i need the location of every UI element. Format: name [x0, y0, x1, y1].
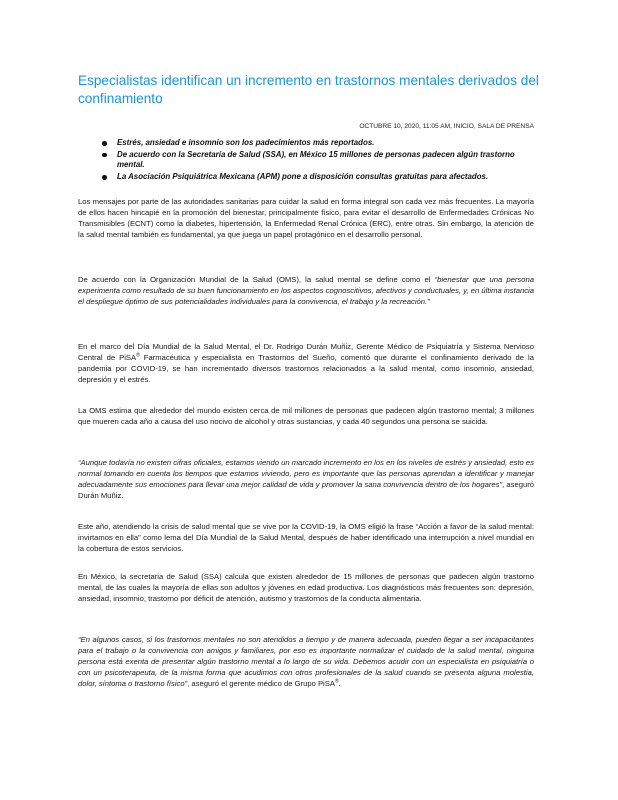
highlight-item: [78, 138, 534, 149]
paragraph-text: En el marco del Día Mundial de la Salud Mental, el Dr. Rodrigo Durán Muñiz, Gerente Médico de Psiquiatría y Sistema Nervioso Central de PiSA: [78, 342, 534, 363]
quote-text: “bienestar que una persona experimenta como resultado de su buen funcionamiento en los aspectos cognoscitivos, afectivos y conductuales, y, en última instancia el despliegue óptimo de sus potencialidades individuales para la convivencia, el trabajo y la recreación.”: [78, 275, 535, 307]
registered-mark: ®: [334, 678, 339, 685]
paragraph-text: , aseguró Durán Muñiz.: [78, 480, 535, 501]
highlight-text: Estrés, ansiedad e insomnio son los padecimientos más reportados.: [117, 138, 375, 147]
bullet-icon: [102, 141, 107, 146]
paragraph-mexico-ssa: En México, la secretaria de Salud (SSA) calcula que existen alrededor de 15 millones de personas que padecen algún trastorno mental, de las cuales la mayoría de ellas son adultos y jóvenes en edad productiva. Los diagnósticos más frecuentes son: depresión, ansiedad, insomnio, trastorno por déficit de atención, autismo y trastornos de la conducta alimentaria.: [78, 572, 534, 604]
paragraph-text: De acuerdo con la Organización Mundial de la Salud (OMS), la salud mental se define como el: [78, 275, 435, 284]
highlight-text: De acuerdo con la Secretaría de Salud (SSA), en México 15 millones de personas padecen algún trastorno mental.: [117, 149, 515, 170]
paragraph-text: Farmacéutica y especialista en Trastornos del Sueño, comentó que durante el confinamiento derivado de la pandemia por COVID-19, se han incrementado diversos trastornos relacionados a la salud mental, como insomnio, ansiedad, depresión y el estrés.: [78, 353, 534, 385]
article-title: Especialistas identifican un incremento en trastornos mentales derivados del confinamiento: [78, 73, 539, 106]
paragraph-text: .: [338, 679, 341, 689]
registered-mark: ®: [136, 352, 140, 359]
paragraph-quote-gerente: [78, 634, 534, 689]
bullet-icon: [102, 153, 107, 158]
quote-text: “En algunos casos, si los trastornos mentales no son atendidos a tiempo y de manera adecuada, pueden llegar a ser incapacitantes para el trabajo o la convivencia con amigos y familiares, por eso es importante normalizar el cuidado de la salud mental, ninguna persona está exenta de presentar algún trastorno mental a lo largo de su vida. Debemos acudir con un especialista en psiquiatría o con un psicoterapeuta, de la misma forma que acudimos con otros profesionales de la salud cuando se presenta alguna molestia, dolor, síntoma o trastorno físico”: [78, 635, 534, 689]
highlights-list: [78, 138, 534, 184]
paragraph-campaign: Este año, atendiendo la crisis de salud mental que se vive por la COVID-19, la OMS eligió la frase “Acción a favor de la salud mental: invirtamos en ella” como lema del Día Mundial de la Salud Mental, después de haber identificado una interrupción a nivel mundial en la cobertura de estos servicios.: [78, 522, 534, 554]
quote-text: “Aunque todavía no existen cifras oficiales, estamos viendo un marcado incremento en los en los niveles de estrés y ansiedad, esto es normal tomando en cuenta los tiempos que estamos viviendo, pero es importante que las personas aprendan a identificar y manejar adecuadamente sus emociones para llevar una mejor calidad de vida y promover la sana convivencia dentro de los hogares”: [78, 458, 534, 490]
bullet-icon: [102, 175, 107, 180]
paragraph-world-day: [78, 341, 534, 385]
dateline: OCTUBRE 10, 2020, 11:05 AM, INICIO, SALA DE PRENSA: [359, 123, 534, 130]
paragraph-oms-definition: [78, 274, 534, 307]
highlight-text: La Asociación Psiquiátrica Mexicana (APM) pone a disposición consultas gratuitas para afectados.: [117, 172, 489, 182]
paragraph-intro: Los mensajes por parte de las autoridades sanitarias para cuidar la salud en forma integral son cada vez más frecuentes. La mayoría de ellos hacen hincapié en la promoción del bienestar, principalmente físico, para evitar el desarrollo de Enfermedades Crónicas No Transmisibles (ECNT) como la diabetes, hipertensión, la Enfermedad Renal Crónica (ERC), entre otras. Sin embargo, la atención de la salud mental también es fundamental, ya que juega un papel protagónico en el desarrollo personal.: [78, 197, 534, 240]
paragraph-text: , aseguró el gerente médico de Grupo PiSA: [187, 679, 335, 689]
highlight-item: [78, 150, 534, 171]
paragraph-oms-estimate: La OMS estima que alrededor del mundo existen cerca de mil millones de personas que padecen algún trastorno mental; 3 millones que mueren cada año a causa del uso nocivo de alcohol y otras sustancias, y cada 40 segundos una persona se suicida.: [78, 406, 534, 427]
paragraph-quote-duran: [78, 457, 534, 501]
highlight-item: [78, 172, 534, 183]
